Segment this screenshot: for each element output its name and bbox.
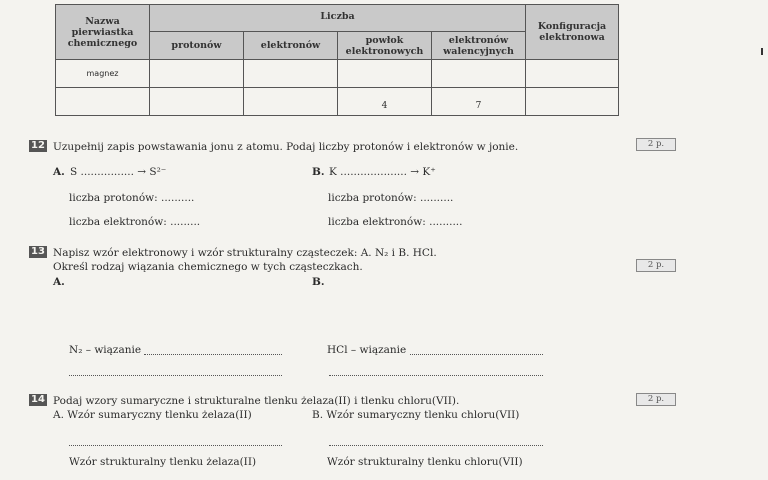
question-13-text-line2: Określ rodzaj wiązania chemicznego w tych cząsteczkach. [53,261,363,273]
q13-hcl-bond-answer-line[interactable] [410,354,543,355]
q12-a-label: A. [53,166,65,178]
q12-b-label: B. [312,166,325,178]
q12-b-electrons[interactable]: liczba elektronów: .......... [328,216,463,228]
question-13-text-line1: Napisz wzór elektronowy i wzór strukturalny cząsteczek: A. N₂ i B. HCl. [53,247,437,259]
table-row [56,60,619,88]
q12-b-protons[interactable]: liczba protonów: .......... [328,192,454,204]
question-14-number: 14 [29,394,47,406]
q14-b-summary-answer-line[interactable] [329,445,543,446]
q13-n2-bond-label: N₂ – wiązanie [69,344,142,356]
cell-empty[interactable] [150,60,244,88]
header-configuration: Konfiguracja elektronowa [526,5,619,60]
question-13-points: 2 p. [636,259,676,272]
header-protons: protonów [150,32,244,60]
cell-valence-value: 7 [432,88,526,116]
cell-empty[interactable] [244,88,338,116]
question-14-points: 2 p. [636,393,676,406]
q13-b-label: B. [312,276,325,288]
q12-b-equation[interactable]: K .................... → K⁺ [329,166,436,178]
q13-n2-answer-line-2[interactable] [69,375,282,376]
question-12-text: Uzupełnij zapis powstawania jonu z atomu. Podaj liczby protonów i elektronów w jonie. [53,141,519,153]
question-12-number: 12 [29,140,47,152]
q12-a-equation[interactable]: S ................ → S²⁻ [70,166,167,178]
header-count: Liczba [150,5,526,32]
element-table [55,4,619,116]
q12-a-protons[interactable]: liczba protonów: .......... [69,192,195,204]
cell-empty[interactable] [432,60,526,88]
margin-mark [761,48,763,55]
cell-shells-value: 4 [338,88,432,116]
cell-empty[interactable] [338,60,432,88]
q14-b-structural-label: Wzór strukturalny tlenku chloru(VII) [327,456,523,468]
cell-empty[interactable] [526,60,619,88]
q14-a-summary-label: A. Wzór sumaryczny tlenku żelaza(II) [53,409,252,421]
q14-b-summary-label: B. Wzór sumaryczny tlenku chloru(VII) [312,409,520,421]
q14-a-summary-answer-line[interactable] [69,445,282,446]
cell-empty[interactable] [56,88,150,116]
question-13-number: 13 [29,246,47,258]
q12-a-electrons[interactable]: liczba elektronów: ......... [69,216,201,228]
q13-a-label: A. [53,276,65,288]
cell-empty[interactable] [526,88,619,116]
question-12-points: 2 p. [636,138,676,151]
q13-hcl-bond-label: HCl – wiązanie [327,344,407,356]
q13-hcl-answer-line-2[interactable] [329,375,543,376]
q13-n2-bond-answer-line[interactable] [144,354,282,355]
table-row [56,88,619,116]
cell-element-name: magnez [56,60,150,88]
cell-empty[interactable] [244,60,338,88]
header-electrons: elektronów [244,32,338,60]
question-14-text: Podaj wzory sumaryczne i strukturalne tlenku żelaza(II) i tlenku chloru(VII). [53,395,460,407]
header-valence-electrons: elektronów walencyjnych [432,32,526,60]
header-shells: powłok elektronowych [338,32,432,60]
cell-empty[interactable] [150,88,244,116]
header-element-name: Nazwa pierwiastka chemicznego [56,5,150,60]
q14-a-structural-label: Wzór strukturalny tlenku żelaza(II) [69,456,257,468]
